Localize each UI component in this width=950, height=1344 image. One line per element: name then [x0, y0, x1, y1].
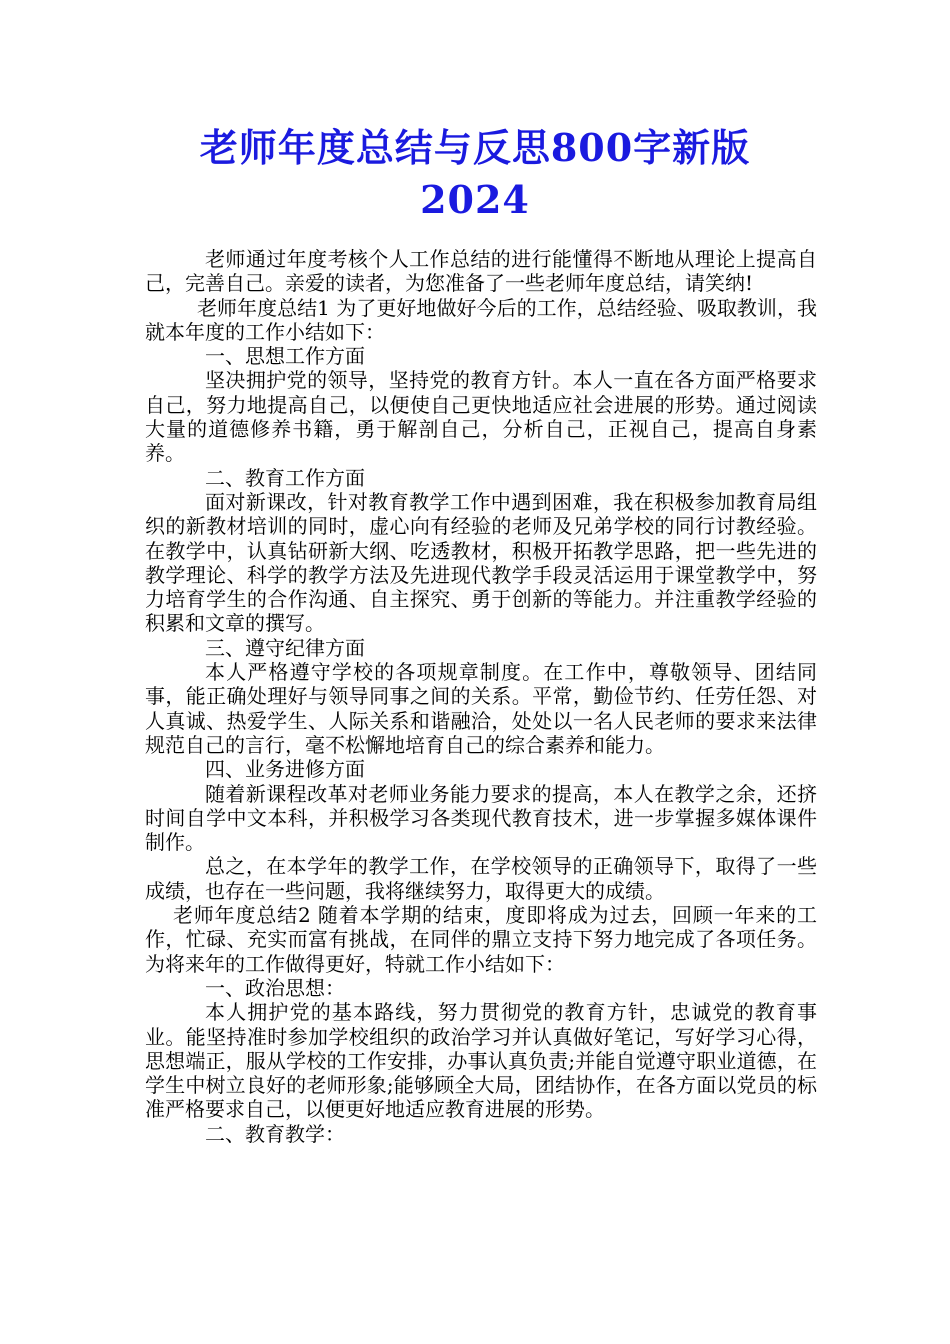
section-heading: 一、思想工作方面	[205, 344, 365, 369]
document-body	[145, 247, 817, 1146]
title-line-2: 2024	[420, 177, 530, 222]
document-title	[120, 122, 830, 226]
paragraph: 面对新课改，针对教育教学工作中遇到困难，我在积极参加教育局组织的新教材培训的同时，虚心向有经验的老师及兄弟学校的同行讨教经验。在教学中，认真钻研新大纲、吃透教材，积极开拓教学思路，把一些先进的教学理论、科学的教学方法及先进现代教学手段灵活运用于课堂教学中，努力培育学生的合作沟通、自主探究、勇于创新的等能力。并注重教学经验的积累和文章的撰写。	[145, 489, 817, 636]
paragraph: 本人严格遵守学校的各项规章制度。在工作中，尊敬领导、团结同事，能正确处理好与领导同事之间的关系。平常，勤俭节约、任劳任怨、对人真诚、热爱学生、人际关系和谐融洽，处处以一名人民老师的要求来法律规范自己的言行，毫不松懈地培育自己的综合素养和能力。	[145, 660, 817, 757]
paragraph: 老师年度总结1 为了更好地做好今后的工作，总结经验、吸取教训，我就本年度的工作小结如下：	[145, 295, 817, 344]
section-heading: 二、教育工作方面	[205, 465, 365, 490]
paragraph: 老师通过年度考核个人工作总结的进行能懂得不断地从理论上提高自己，完善自己。亲爱的读者，为您准备了一些老师年度总结，请笑纳!	[145, 247, 817, 296]
section-heading: 二、教育教学：	[205, 1121, 345, 1146]
section-heading: 四、业务进修方面	[205, 757, 365, 782]
paragraph: 老师年度总结2 随着本学期的结束，度即将成为过去，回顾一年来的工作，忙碌、充实而富有挑战，在同伴的鼎立支持下努力地完成了各项任务。为将来年的工作做得更好，特就工作小结如下：	[145, 903, 817, 976]
section-heading: 三、遵守纪律方面	[205, 635, 365, 660]
paragraph: 随着新课程改革对老师业务能力要求的提高，本人在教学之余，还挤时间自学中文本科，并积极学习各类现代教育技术，进一步掌握多媒体课件制作。	[145, 781, 817, 855]
paragraph: 总之，在本学年的教学工作，在学校领导的正确领导下，取得了一些成绩，也存在一些问题，我将继续努力，取得更大的成绩。	[145, 854, 817, 903]
section-heading: 一、政治思想：	[205, 975, 345, 1000]
paragraph: 本人拥护党的基本路线，努力贯彻党的教育方针，忠诚党的教育事业。能坚持准时参加学校组织的政治学习并认真做好笔记，写好学习心得，思想端正，服从学校的工作安排，办事认真负责;并能自觉遵守职业道德，在学生中树立良好的老师形象;能够顾全大局，团结协作，在各方面以党员的标准严格要求自己，以便更好地适应教育进展的形势。	[145, 1000, 817, 1122]
paragraph: 坚决拥护党的领导，坚持党的教育方针。本人一直在各方面严格要求自己，努力地提高自己，以便使自己更快地适应社会进展的形势。通过阅读大量的道德修养书籍，勇于解剖自己，分析自己，正视自己，提高自身素养。	[145, 368, 817, 466]
title-line-1: 老师年度总结与反思800字新版	[199, 125, 751, 170]
